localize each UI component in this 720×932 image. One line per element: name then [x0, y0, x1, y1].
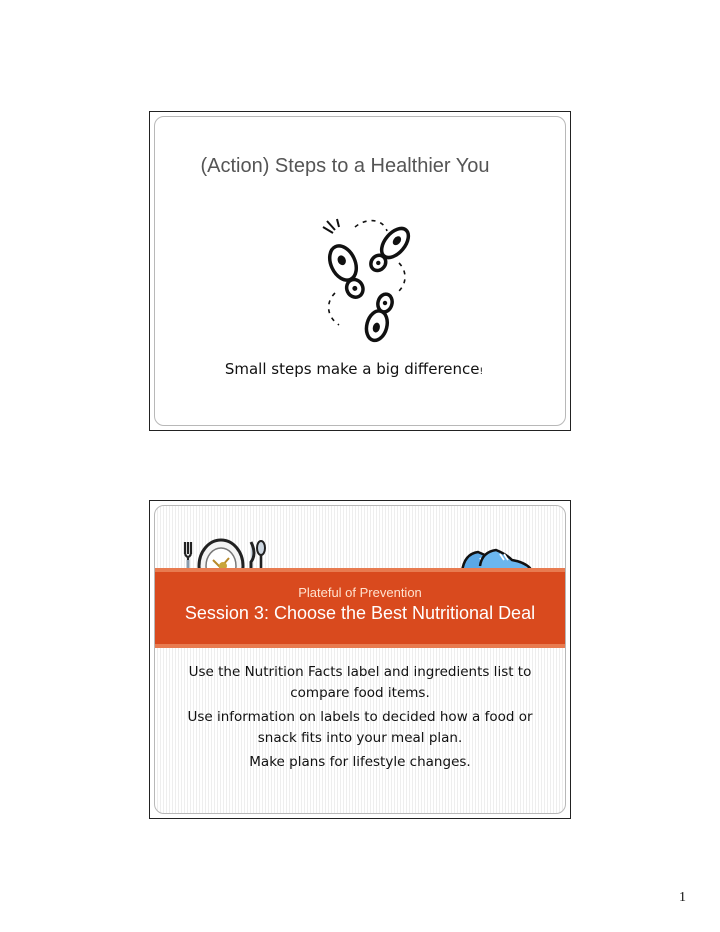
- page-number: 1: [679, 890, 686, 905]
- title-banner: [155, 568, 565, 648]
- tagline-punct: !: [479, 367, 484, 377]
- slide-1-title: (Action) Steps to a Healthier You: [200, 155, 490, 177]
- slide-2-subtitle: Plateful of Prevention: [298, 585, 422, 600]
- slide-1-tagline: [155, 360, 565, 378]
- slide-1: [149, 111, 571, 431]
- list-item: Make plans for lifestyle changes.: [249, 754, 471, 770]
- slide-2-heading: Session 3: Choose the Best Nutritional Deal: [184, 603, 536, 623]
- slide-1-content: [154, 116, 566, 426]
- slide-2-content: [154, 505, 566, 814]
- bullet-list: [169, 662, 551, 776]
- list-item: Use information on labels to decided how a food or snack fits into your meal plan.: [187, 709, 533, 746]
- list-item: Use the Nutrition Facts label and ingredients list to compare food items.: [188, 664, 532, 701]
- footsteps-icon: [315, 215, 425, 345]
- slide-2: [149, 500, 571, 819]
- tagline-text: Small steps make a big difference: [224, 360, 480, 378]
